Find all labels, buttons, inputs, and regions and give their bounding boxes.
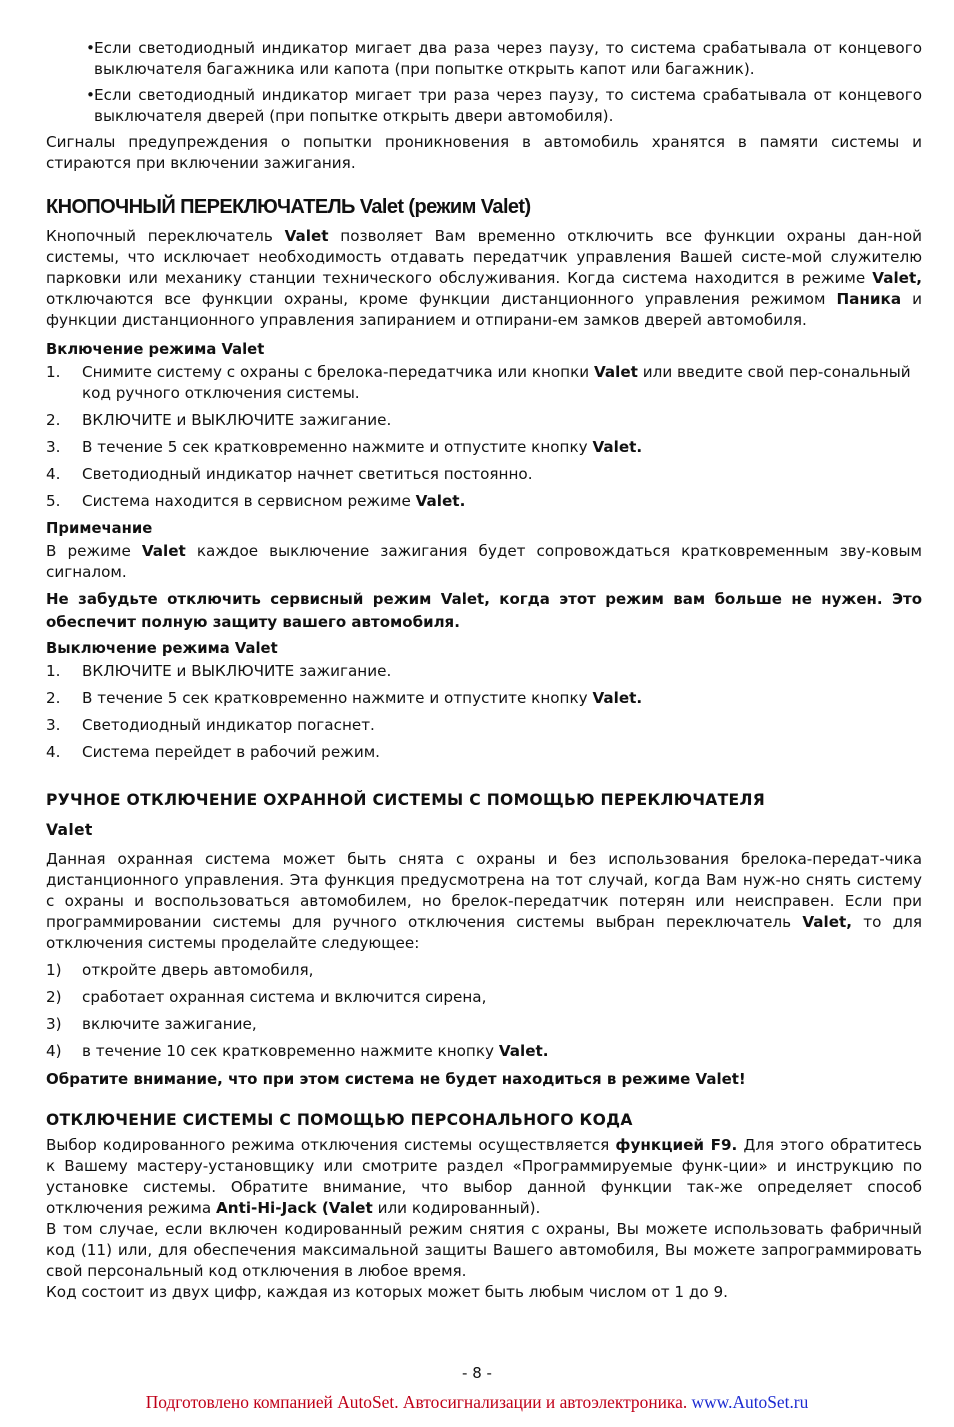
list-item [46,661,922,682]
section-title-manual-disarm [46,785,922,845]
factory-code-paragraph: В том случае, если включен кодированный режим снятия с охраны, Вы можете использовать фабричный код (11) или, для обеспечения максимальной защиты Вашего автомобиля, Вы можете запрограммировать свой персональный код отключения в любое время. [46,1220,922,1280]
intro-paragraph: Сигналы предупреждения о попытки проникновения в автомобиль хранятся в памяти системы и стираются при включении зажигания. [46,133,922,172]
list-item [46,742,922,763]
text-run: позволяет Вам временно отключить все функции охраны дан-ной системы, что исключает необходимость отдавать передатчик управления Вашей систе-мой служителю парковки или механику станции технического обслуживания. Когда система находится в режиме [46,227,922,287]
bullet-item [46,38,922,80]
bold-run: Anti-Hi-Jack (Valet [216,1199,373,1217]
list-item [46,987,922,1008]
footer-text: Подготовлено компанией AutoSet. Автосигнализации и автоэлектроника. [145,1392,692,1412]
bold-run: Valet. [592,689,643,707]
list-text: или введите свой пер-сональный код ручного отключения системы. [82,363,911,402]
list-text: В течение 5 сек кратковременно нажмите и отпустите кнопку [82,689,593,707]
note-text [46,541,922,583]
bullet-item [46,85,922,127]
list-item [46,410,922,431]
valet-on-heading: Включение режима Valet [46,341,265,358]
list-text: Снимите систему с охраны с брелока-передатчика или кнопки [82,363,594,381]
list-item [46,715,922,736]
text-run: Данная охранная система может быть снята с охраны и без использования брелока-передат-чика дистанционного управления. Эта функция предусмотрена на тот случай, когда Вам нуж-но снять систему с охраны и воспользоваться автомобилем, но брелок-передатчик потерян или неисправен. Если при программировании системы для ручного отключения системы выбран переключатель [46,850,922,931]
code-format-paragraph: Код состоит из двух цифр, каждая из которых может быть любым числом от 1 до 9. [46,1283,728,1301]
list-number: 4) [46,1042,62,1060]
list-number: 3) [46,1015,62,1033]
bold-run: Valet [284,227,329,245]
bold-run: Valet. [498,1042,549,1060]
list-text: в течение 10 сек кратковременно нажмите кнопку [82,1042,499,1060]
bold-run: Valet [141,542,186,560]
valet-off-heading: Выключение режима Valet [46,640,278,657]
document-page [46,38,922,1303]
list-item [46,688,922,709]
footer-link[interactable]: www.AutoSet.ru [691,1392,809,1412]
bullet-mark: • [86,39,95,57]
list-number: 3. [46,716,61,734]
list-text: Светодиодный индикатор начнет светиться постоянно. [82,465,533,483]
list-item [46,437,922,458]
manual-disarm-steps [46,960,922,1062]
list-text: ВКЛЮЧИТЕ и ВЫКЛЮЧИТЕ зажигание. [82,662,392,680]
manual-disarm-warning: Обратите внимание, что при этом система не будет находиться в режиме Valet! [46,1070,746,1088]
bold-run: Паника [836,290,902,308]
text-run: отключаются все функции охраны, кроме функции дистанционного управления режимом [46,290,837,308]
valet-description [46,226,922,331]
bold-run: Valet, [802,913,853,931]
list-item [46,491,922,512]
list-number: 2. [46,411,61,429]
list-text: Светодиодный индикатор погаснет. [82,716,375,734]
text-run: В режиме [46,542,142,560]
personal-code-paragraph [46,1135,922,1219]
bold-run: Valet, [872,269,922,287]
manual-disarm-description [46,849,922,954]
list-text: Система перейдет в рабочий режим. [82,743,381,761]
note-heading: Примечание [46,520,153,537]
text-run: или кодированный). [372,1199,541,1217]
list-number: 1. [46,363,61,381]
section-title-personal-code: ОТКЛЮЧЕНИЕ СИСТЕМЫ С ПОМОЩЬЮ ПЕРСОНАЛЬНОГО КОДА [46,1111,633,1129]
list-item [46,960,922,981]
list-text: Система находится в сервисном режиме [82,492,416,510]
bullet-mark: • [86,86,95,104]
list-item [46,362,922,404]
title-line: Valet [46,821,93,839]
list-number: 4. [46,743,61,761]
list-text: сработает охранная система и включится сирена, [82,988,487,1006]
list-number: 3. [46,438,61,456]
list-number: 1. [46,662,61,680]
list-text: ВКЛЮЧИТЕ и ВЫКЛЮЧИТЕ зажигание. [82,411,392,429]
bullet-text: Если светодиодный индикатор мигает три раза через паузу, то система срабатывала от концевого выключателя дверей (при попытке открыть двери автомобиля). [94,86,922,125]
text-run: Кнопочный переключатель [46,227,285,245]
list-item [46,1014,922,1035]
list-text: откройте дверь автомобиля, [82,961,314,979]
list-text: включите зажигание, [82,1015,257,1033]
text-run: и функции дистанционного управления запиранием и отпирани-ем замков дверей автомобиля. [46,290,922,329]
list-number: 1) [46,961,62,979]
list-number: 2) [46,988,62,1006]
section-title-valet-switch: КНОПОЧНЫЙ ПЕРЕКЛЮЧАТЕЛЬ Valet (режим Valet) [46,196,531,218]
valet-warning: Не забудьте отключить сервисный режим Valet, когда этот режим вам больше не нужен. Это обеспечит полную защиту вашего автомобиля. [46,590,922,631]
bold-run: Valet. [415,492,466,510]
list-number: 4. [46,465,61,483]
text-run: Для этого обратитесь к Вашему мастеру-установщику или смотрите раздел «Программируемые функ-ции» и инструкцию по установке системы. Обратите внимание, что выбор данной функции так-же определяет способ отключения режима [46,1136,922,1217]
valet-off-steps [46,661,922,763]
bold-run: функцией F9. [615,1136,738,1154]
list-number: 2. [46,689,61,707]
list-item [46,464,922,485]
page-number: - 8 - [462,1364,492,1382]
footer-credit [0,1392,954,1413]
text-run: Выбор кодированного режима отключения системы осуществляется [46,1136,616,1154]
title-line: РУЧНОЕ ОТКЛЮЧЕНИЕ ОХРАННОЙ СИСТЕМЫ С ПОМОЩЬЮ ПЕРЕКЛЮЧАТЕЛЯ [46,791,766,809]
text-run: каждое выключение зажигания будет сопровождаться кратковременным зву-ковым сигналом. [46,542,922,581]
bold-run: Valet [593,363,638,381]
list-text: В течение 5 сек кратковременно нажмите и отпустите кнопку [82,438,593,456]
list-number: 5. [46,492,61,510]
list-item [46,1041,922,1062]
text-run: то для отключения системы проделайте следующее: [46,913,923,952]
bullet-text: Если светодиодный индикатор мигает два раза через паузу, то система срабатывала от концевого выключателя багажника или капота (при попытке открыть капот или багажник). [94,39,922,78]
valet-on-steps [46,362,922,512]
bold-run: Valet. [592,438,643,456]
